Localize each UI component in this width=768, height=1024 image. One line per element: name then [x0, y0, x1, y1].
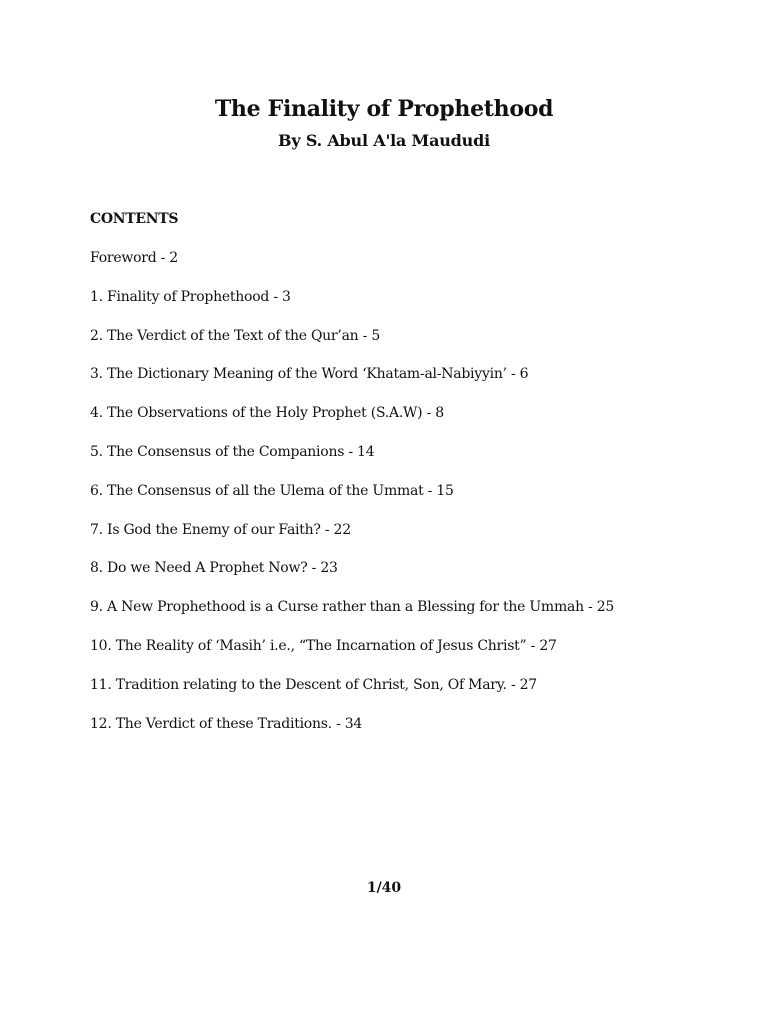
- contents-heading: CONTENTS: [90, 211, 179, 227]
- toc-entry: 3. The Dictionary Meaning of the Word ‘Khatam-al-Nabiyyin’ - 6: [90, 366, 529, 383]
- toc-entry: 9. A New Prophethood is a Curse rather than a Blessing for the Ummah - 25: [90, 599, 615, 616]
- toc-entry: 12. The Verdict of these Traditions. - 34: [90, 715, 363, 732]
- toc-entry: 6. The Consensus of all the Ulema of the Ummat - 15: [90, 482, 454, 499]
- toc-entry: 2. The Verdict of the Text of the Qur’an - 5: [90, 327, 380, 344]
- toc-entry: 5. The Consensus of the Companions - 14: [90, 443, 375, 460]
- toc-entry: 7. Is God the Enemy of our Faith? - 22: [90, 521, 351, 538]
- document-title: The Finality of Prophethood: [214, 96, 554, 122]
- toc-entry: 1. Finality of Prophethood - 3: [90, 288, 291, 305]
- toc-entry: Foreword - 2: [90, 250, 178, 266]
- toc-entry: 4. The Observations of the Holy Prophet (S.A.W) - 8: [90, 405, 444, 422]
- page-number: 1/40: [366, 880, 402, 896]
- toc-entry: 10. The Reality of ‘Masih’ i.e., “The Incarnation of Jesus Christ” - 27: [90, 637, 557, 654]
- document-author: By S. Abul A'la Maududi: [278, 131, 490, 150]
- table-of-contents: [90, 248, 614, 752]
- toc-entry: 8. Do we Need A Prophet Now? - 23: [90, 560, 338, 577]
- toc-entry: 11. Tradition relating to the Descent of Christ, Son, Of Mary. - 27: [90, 676, 537, 693]
